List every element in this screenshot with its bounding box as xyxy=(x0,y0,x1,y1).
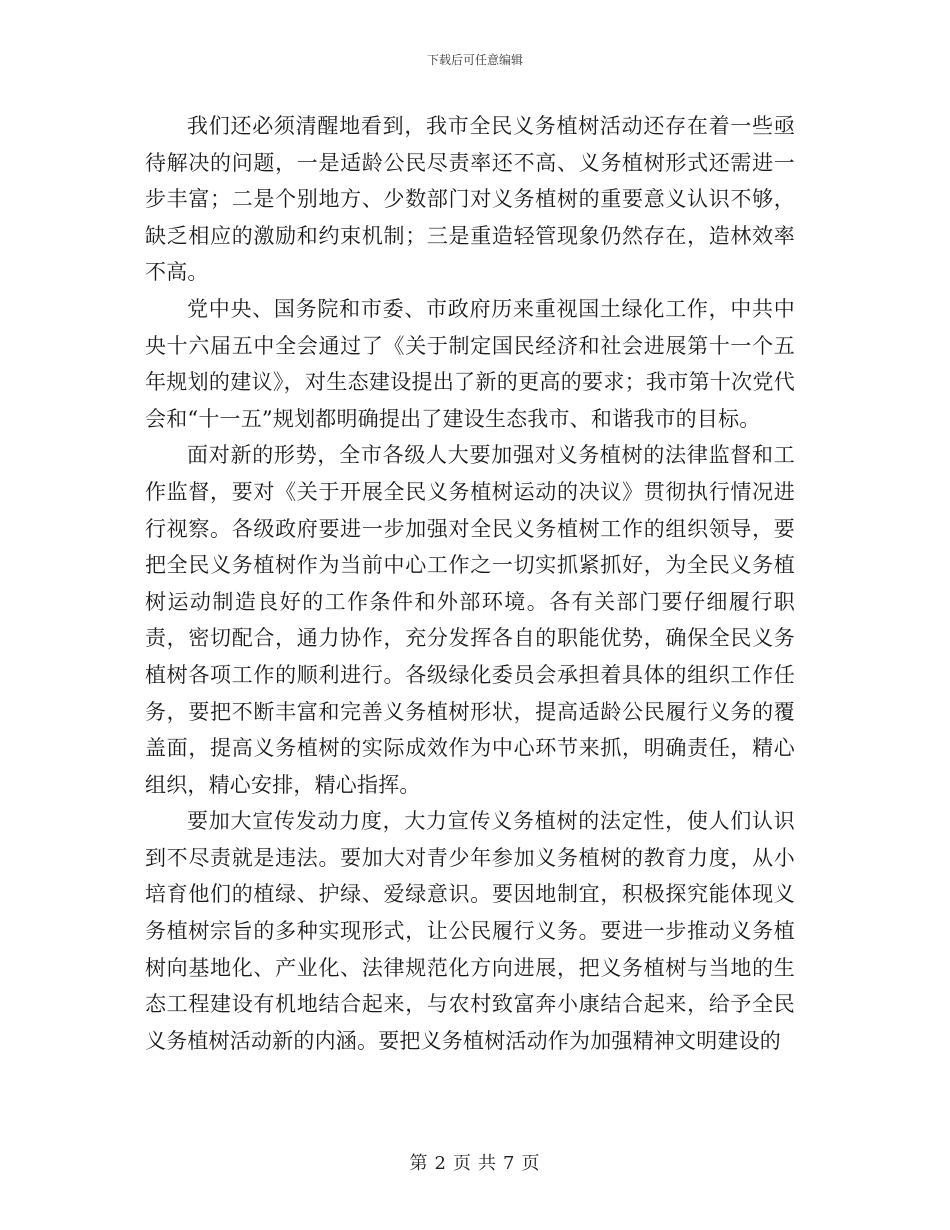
paragraph-2: 党中央、国务院和市委、市政府历来重视国土绿化工作，中共中央十六届五中全会通过了《关于制定国民经济和社会进展第十一个五年规划的建议》，对生态建设提出了新的更高的要求；我市第十次党代会和“十一五”规划都明确提出了建设生态我市、和谐我市的目标。 xyxy=(145,296,795,431)
page-footer xyxy=(0,1153,950,1175)
document-body xyxy=(145,108,795,1059)
footer-prefix: 第 xyxy=(409,1153,429,1174)
footer-page-word: 页 xyxy=(453,1153,472,1174)
footer-suffix: 页 xyxy=(521,1153,541,1174)
paragraph-4: 要加大宣传发动力度，大力宣传义务植树的法定性，使人们认识到不尽责就是违法。要加大对青少年参加义务植树的教育力度，从小培育他们的植绿、护绿、爱绿意识。要因地制宜，积极探究能体现义务植树宗旨的多种实现形式，让公民履行义务。要进一步推动义务植树向基地化、产业化、法律规范化方向进展，把义务植树与当地的生态工程建设有机地结合起来，与农村致富奔小康结合起来，给予全民义务植树活动新的内涵。要把义务植树活动作为加强精神文明建设的 xyxy=(145,809,795,1053)
page-header-note: 下载后可任意编辑 xyxy=(426,53,523,67)
footer-current-page: 2 xyxy=(434,1153,447,1174)
paragraph-1: 我们还必须清醒地看到，我市全民义务植树活动还存在着一些亟待解决的问题，一是适龄公民尽责率还不高、义务植树形式还需进一步丰富；二是个别地方、少数部门对义务植树的重要意义认识不够，缺乏相应的激励和约束机制；三是重造轻管现象仍然存在，造林效率不高。 xyxy=(145,114,795,285)
footer-total-pages: 7 xyxy=(503,1153,516,1174)
paragraph-3: 面对新的形势，全市各级人大要加强对义务植树的法律监督和工作监督，要对《关于开展全民义务植树运动的决议》贯彻执行情况进行视察。各级政府要进一步加强对全民义务植树工作的组织领导，要把全民义务植树作为当前中心工作之一切实抓紧抓好，为全民义务植树运动制造良好的工作条件和外部环境。各有关部门要仔细履行职责，密切配合，通力协作，充分发挥各自的职能优势，确保全民义务植树各项工作的顺利进行。各级绿化委员会承担着具体的组织工作任务，要把不断丰富和完善义务植树形状，提高适龄公民履行义务的覆盖面，提高义务植树的实际成效作为中心环节来抓，明确责任，精心组织，精心安排，精心指挥。 xyxy=(145,443,795,797)
footer-total-word: 共 xyxy=(478,1153,497,1174)
